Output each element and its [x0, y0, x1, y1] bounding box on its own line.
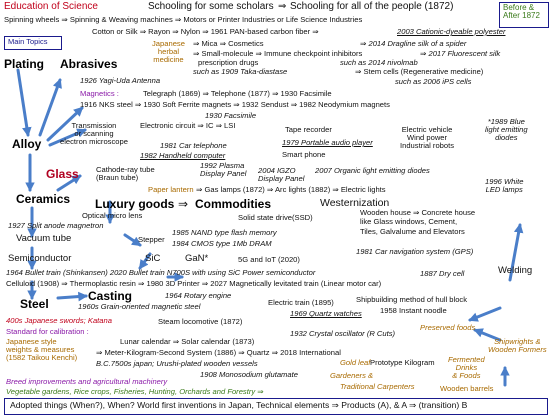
row-dragline: ⇒ 2014 Dragline silk of a spider — [360, 39, 467, 48]
row-bc: B.C.7500s japan; Urushi-plated wooden vessels — [96, 359, 258, 368]
row-rotary: 1964 Rotary engine — [165, 291, 232, 300]
row-nand: 1985 NAND type flash memory — [172, 228, 277, 237]
row-optical: Optical micro lens — [82, 211, 143, 220]
stage-scholars: Schooling for some scholars — [148, 1, 274, 12]
title-education: Education of Science — [4, 1, 98, 12]
row-fluorescent: ⇒ 2017 Fluorescent silk — [420, 49, 501, 58]
stage-arrow: ⇒ — [278, 1, 287, 12]
row-smartphone: Smart phone — [282, 150, 326, 159]
row-breed: Breed improvements and agricultural machinery — [6, 377, 168, 386]
row-lanterns: Paper lantern — [148, 185, 194, 194]
row-quartz-watch: 1969 Quartz watches — [290, 309, 362, 318]
row-meter: ⇒ Meter-Kilogram-Second System (1886) ⇒ Quartz ⇒ 2018 International — [96, 348, 341, 357]
footer-text: Adopted things (When?), When? World first inventions in Japan, Technical elements ⇒ Products (A), & A ⇒ (transition) B — [10, 400, 468, 410]
row-calibration: Standard for calibration : — [6, 327, 89, 336]
row-gaslamps: ⇒ Gas lamps (1872) ⇒ Arc lights (1882) ⇒ Electric lights — [196, 185, 386, 194]
row-plasma: 1992 Plasma Display Panel — [200, 161, 247, 178]
topic-abrasives: Abrasives — [60, 57, 118, 71]
row-facsimile: 1930 Facsimile — [205, 111, 257, 120]
arrow-luxury-commod: ⇒ — [178, 197, 189, 211]
topic-steel: Steel — [20, 297, 49, 311]
row-shipbuilding: Shipbuilding method of hull block — [356, 295, 468, 304]
row-taka: such as 1909 Taka-diastase — [193, 67, 288, 76]
row-wooden-barrels: Wooden barrels — [440, 384, 494, 393]
row-steam: Steam locomotive (1872) — [158, 317, 243, 326]
topic-luxury: Luxury goods — [95, 197, 175, 211]
row-blue-led: *1989 Blue light emitting diodes — [485, 117, 528, 142]
row-westernization: Westernization — [320, 197, 390, 209]
row-msg: 1908 Monosodium glutamate — [200, 370, 298, 379]
row-ssd: Solid state drive(SSD) — [238, 213, 313, 222]
row-white-led: 1996 White LED lamps — [485, 177, 524, 194]
topic-casting: Casting — [88, 289, 133, 303]
row-bullet: 1964 Bullet train (Shinkansen) 2020 Bullet train N700S with using SiC Power semiconductor — [6, 268, 316, 277]
row-mica: ⇒ Mica ⇒ Cosmetics — [193, 39, 264, 48]
row-preserved: Preserved foods — [420, 323, 476, 332]
arrow-welding-steel — [470, 308, 500, 320]
row-fermented: Fermented Drinks & Foods — [448, 355, 485, 380]
row-grain: 1960s Grain-oriented magnetic steel — [78, 302, 201, 311]
row-nivolmab: such as 2014 nivolmab — [340, 58, 418, 67]
row-cationic: 2003 Cationic-dyeable polyester — [397, 27, 506, 36]
row-cmos: 1984 CMOS type 1Mb DRAM — [172, 239, 272, 248]
row-stem: ⇒ Stem cells (Regenerative medicine) — [355, 67, 484, 76]
row-noodle: 1958 Instant noodle — [380, 306, 447, 315]
main-topics-label: Main Topics — [8, 37, 48, 46]
stage-all-people: Schooling for all of the people (1872) — [290, 1, 454, 12]
row-cotton: Cotton or Silk ⇒ Rayon ⇒ Nylon ⇒ 1961 PAN-based carbon fiber ⇒ — [92, 27, 319, 36]
row-ev: Electric vehicle Wind power Industrial robots — [400, 125, 455, 150]
row-oled: 2007 Organic light emitting diodes — [315, 166, 430, 175]
row-lunar: Lunar calendar ⇒ Solar calendar (1873) — [120, 337, 255, 346]
row-igzo: 2004 IGZO Display Panel — [258, 166, 305, 183]
row-traditional: Traditional Carpenters — [340, 382, 415, 391]
row-gardeners: Gardeners & — [330, 371, 374, 380]
row-dry-cell: 1887 Dry cell — [420, 269, 465, 278]
row-iot: 5G and IoT (2020) — [238, 255, 300, 264]
row-audio: 1979 Portable audio player — [282, 138, 373, 147]
row-swords: 400s Japanese swords; Katana — [6, 316, 112, 325]
topic-vacuum: Vacuum tube — [16, 233, 72, 244]
japanese-herbal: Japanese herbal medicine — [152, 39, 185, 64]
topic-plating: Plating — [4, 57, 45, 71]
arrow-plating-alloy — [18, 70, 28, 135]
row-celluloid: Celluloid (1908) ⇒ Thermoplastic resin ⇒ 1980 3D Printer ⇒ 2027 Magnetically levitated train (Linear motor car) — [6, 279, 382, 288]
row-transmission: Transmission or scanning electron microscope — [60, 121, 128, 146]
row-shipwrights: Shipwrights & Wooden Formers — [488, 337, 547, 354]
row-tape: Tape recorder — [285, 125, 332, 134]
row-split-anode: 1927 Split anode magnetron — [8, 221, 104, 230]
topic-glass: Glass — [46, 167, 79, 181]
topic-sic: SiC — [145, 253, 161, 264]
row-wooden-house: Wooden house ⇒ Concrete house like Glass windows, Cement, Tiles, Galvalume and Elevators — [360, 208, 476, 236]
row-ips: such as 2006 iPS cells — [395, 77, 472, 86]
row-prototype: Prototype Kilogram — [370, 358, 435, 367]
row-electric-train: Electric train (1895) — [268, 298, 334, 307]
row-yagi: 1926 Yagi-Uda Antenna — [80, 76, 161, 85]
topic-ceramics: Ceramics — [16, 192, 71, 206]
row-stepper: Stepper — [138, 235, 165, 244]
arrow-steel-casting — [58, 296, 86, 298]
row-electronic: Electronic circuit ⇒ IC ⇒ LSI — [140, 121, 236, 130]
row-car-nav: 1981 Car navigation system (GPS) — [356, 247, 474, 256]
topic-alloy: Alloy — [12, 137, 42, 151]
row-nks: 1916 NKS steel ⇒ 1930 Soft Ferrite magnets ⇒ 1932 Sendust ⇒ 1982 Neodymium magnets — [80, 100, 390, 109]
row-car-tel: 1981 Car telephone — [160, 141, 227, 150]
row-spinning: Spinning wheels ⇒ Spinning & Weaving machines ⇒ Motors or Printer Industries or Life Science Industries — [4, 15, 363, 24]
topic-welding: Welding — [498, 265, 533, 276]
row-gold-leaf: Gold leaf — [340, 358, 371, 367]
arrow-alloy-abrasives — [40, 80, 60, 135]
topic-commodities: Commodities — [195, 197, 272, 211]
row-veg: Vegetable gardens, Rice crops, Fisheries, Hunting, Orchards and Forestry ⇒ — [6, 387, 264, 396]
row-jp-weights: Japanese style weights & measures (1582 Taikou Kenchi) — [6, 337, 78, 362]
row-magnetics: Magnetics : — [80, 89, 119, 98]
row-handheld: 1982 Handheld computer — [140, 151, 226, 160]
before-after-label: Before & After 1872 — [503, 3, 540, 21]
row-small-molecule: ⇒ Small-molecule ⇒ Immune checkpoint inhibitors — [193, 49, 363, 58]
row-telegraph: Telegraph (1869) ⇒ Telephone (1877) ⇒ 1930 Facsimile — [143, 89, 332, 98]
row-crystal: 1932 Crystal oscillator (R Cuts) — [290, 329, 396, 338]
row-crt: Cathode-ray tube (Braun tube) — [96, 165, 155, 182]
topic-semiconductor: Semiconductor — [8, 253, 72, 264]
topic-gan: GaN* — [185, 253, 209, 264]
row-prescription: prescription drugs — [198, 58, 259, 67]
